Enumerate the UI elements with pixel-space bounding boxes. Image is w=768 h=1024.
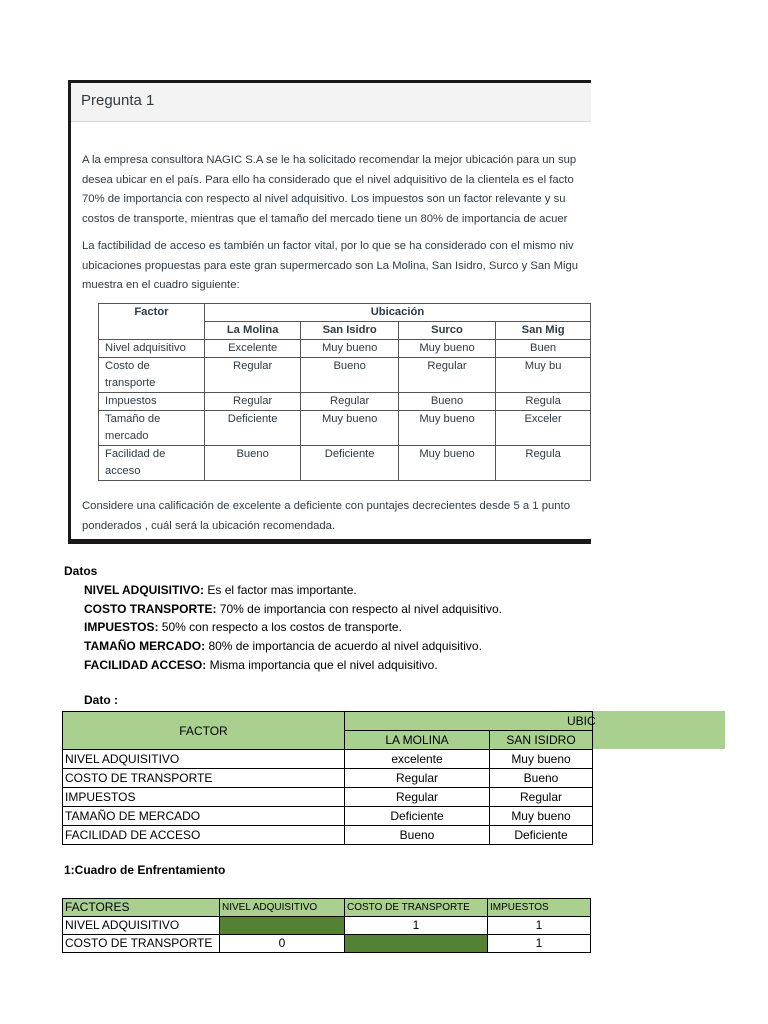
table-row [99, 393, 591, 411]
factor-cell: IMPUESTOS [63, 788, 345, 807]
value-cell: excelente [345, 750, 490, 769]
dato-table [62, 711, 593, 845]
question-header [71, 83, 591, 122]
enfrentamiento-table [62, 898, 591, 953]
factor-header: FACTOR [63, 712, 345, 750]
ubicacion-header-fill [591, 711, 725, 749]
datos-item: FACILIDAD ACCESO: Misma importancia que el nivel adquisitivo. [84, 657, 438, 672]
value-cell: Regular [490, 788, 593, 807]
value-cell: Bueno [490, 769, 593, 788]
value-cell: Deficiente [301, 446, 398, 481]
dato-heading: Dato : [84, 693, 118, 707]
ubicacion-header: UBIC [567, 714, 596, 728]
value-cell: Exceler [496, 411, 591, 446]
column-header: COSTO DE TRANSPORTE [345, 899, 488, 917]
value-cell: Regular [345, 788, 490, 807]
value-cell: Bueno [345, 826, 490, 845]
value-cell: Regular [398, 358, 495, 393]
location-header: Surco [398, 322, 495, 340]
diagonal-cell [345, 935, 488, 953]
question-title: Pregunta 1 [81, 92, 155, 109]
table-row [63, 826, 593, 845]
question-image [68, 80, 591, 544]
location-header: LA MOLINA [345, 731, 490, 750]
factor-cell: Nivel adquisitivo [99, 340, 205, 358]
value-cell: Regula [496, 393, 591, 411]
question-line: ponderados , cuál será la ubicación recomendada. [82, 520, 336, 532]
question-table [98, 303, 591, 481]
question-line: 70% de importancia con respecto al nivel adquisitivo. Los impuestos son un factor relevante y su [82, 193, 566, 205]
question-footer [82, 496, 570, 536]
table-row [63, 788, 593, 807]
value-cell: 1 [488, 917, 591, 935]
question-line: costos de transporte, mientras que el tamaño del mercado tiene un 80% de importancia de acuer [82, 212, 568, 225]
factor-cell: Costo de transporte [99, 358, 205, 393]
value-cell: Excelente [204, 340, 301, 358]
factor-header: Factor [99, 304, 205, 340]
location-header: La Molina [204, 322, 301, 340]
question-paragraph-2 [82, 237, 591, 296]
value-cell: 0 [220, 935, 345, 953]
table-row [99, 411, 591, 446]
value-cell: Regular [301, 393, 398, 411]
value-cell: Muy bu [496, 358, 591, 393]
column-header: IMPUESTOS [488, 899, 591, 917]
factor-cell: NIVEL ADQUISITIVO [63, 750, 345, 769]
value-cell: Regular [204, 393, 301, 411]
datos-item: COSTO TRANSPORTE: 70% de importancia con respecto al nivel adquisitivo. [84, 601, 502, 616]
value-cell: Regular [204, 358, 301, 393]
value-cell: Muy bueno [490, 807, 593, 826]
datos-item: TAMAÑO MERCADO: 80% de importancia de acuerdo al nivel adquisitivo. [84, 639, 482, 654]
question-line: La factibilidad de acceso es también un factor vital, por lo que se ha considerado con el mismo niv [82, 240, 574, 252]
value-cell: Muy bueno [398, 446, 495, 481]
factor-cell: FACILIDAD DE ACCESO [63, 826, 345, 845]
value-cell: Muy bueno [301, 411, 398, 446]
table-row [63, 769, 593, 788]
value-cell: 1 [345, 917, 488, 935]
table-row [99, 340, 591, 358]
table-row [63, 917, 591, 935]
datos-item: NIVEL ADQUISITIVO: Es el factor mas importante. [84, 583, 357, 597]
value-cell: Deficiente [204, 411, 301, 446]
question-line: desea ubicar en el país. Para ello ha considerado que el nivel adquisitivo de la clientela es el facto [82, 173, 574, 186]
factores-header: FACTORES [63, 899, 220, 917]
value-cell: 1 [488, 935, 591, 953]
value-cell: Bueno [398, 393, 495, 411]
datos-list [84, 581, 502, 675]
question-text [82, 151, 591, 296]
factor-cell: Tamaño de mercado [99, 411, 205, 446]
table-row [99, 358, 591, 393]
factor-cell: Facilidad de acceso [99, 446, 205, 481]
diagonal-cell [220, 917, 345, 935]
value-cell: Regula [496, 446, 591, 481]
question-line: muestra en el cuadro siguiente: [82, 279, 240, 291]
value-cell: Deficiente [345, 807, 490, 826]
value-cell: Muy bueno [398, 340, 495, 358]
value-cell: Bueno [204, 446, 301, 481]
question-paragraph-1 [82, 151, 591, 229]
table-row [99, 446, 591, 481]
value-cell: Regular [345, 769, 490, 788]
question-line: A la empresa consultora NAGIC S.A se le ha solicitado recomendar la mejor ubicación para un sup [82, 154, 577, 166]
table-row [63, 750, 593, 769]
value-cell: Muy bueno [398, 411, 495, 446]
question-line: ubicaciones propuestas para este gran supermercado son La Molina, San Isidro, Surco y San Migu [82, 259, 579, 272]
ubicacion-header-cell [345, 712, 593, 731]
enfrentamiento-title: 1:Cuadro de Enfrentamiento [64, 863, 226, 877]
datos-item: IMPUESTOS: 50% con respecto a los costos de transporte. [84, 620, 402, 635]
factor-cell: COSTO DE TRANSPORTE [63, 769, 345, 788]
location-header: SAN ISIDRO [490, 731, 593, 750]
column-header: NIVEL ADQUISITIVO [220, 899, 345, 917]
value-cell: Muy bueno [301, 340, 398, 358]
table-row [63, 807, 593, 826]
factor-cell: NIVEL ADQUISITIVO [63, 917, 220, 935]
datos-title: Datos [64, 564, 98, 578]
question-line: Considere una calificación de excelente a deficiente con puntajes decrecientes desde 5 a 1 punto [82, 500, 570, 512]
value-cell: Bueno [301, 358, 398, 393]
value-cell: Muy bueno [490, 750, 593, 769]
factor-cell: Impuestos [99, 393, 205, 411]
location-header: San Mig [496, 322, 591, 340]
ubicacion-header: Ubicación [204, 304, 590, 322]
value-cell: Buen [496, 340, 591, 358]
location-header: San Isidro [301, 322, 398, 340]
table-row [63, 935, 591, 953]
factor-cell: TAMAÑO DE MERCADO [63, 807, 345, 826]
value-cell: Deficiente [490, 826, 593, 845]
factor-cell: COSTO DE TRANSPORTE [63, 935, 220, 953]
